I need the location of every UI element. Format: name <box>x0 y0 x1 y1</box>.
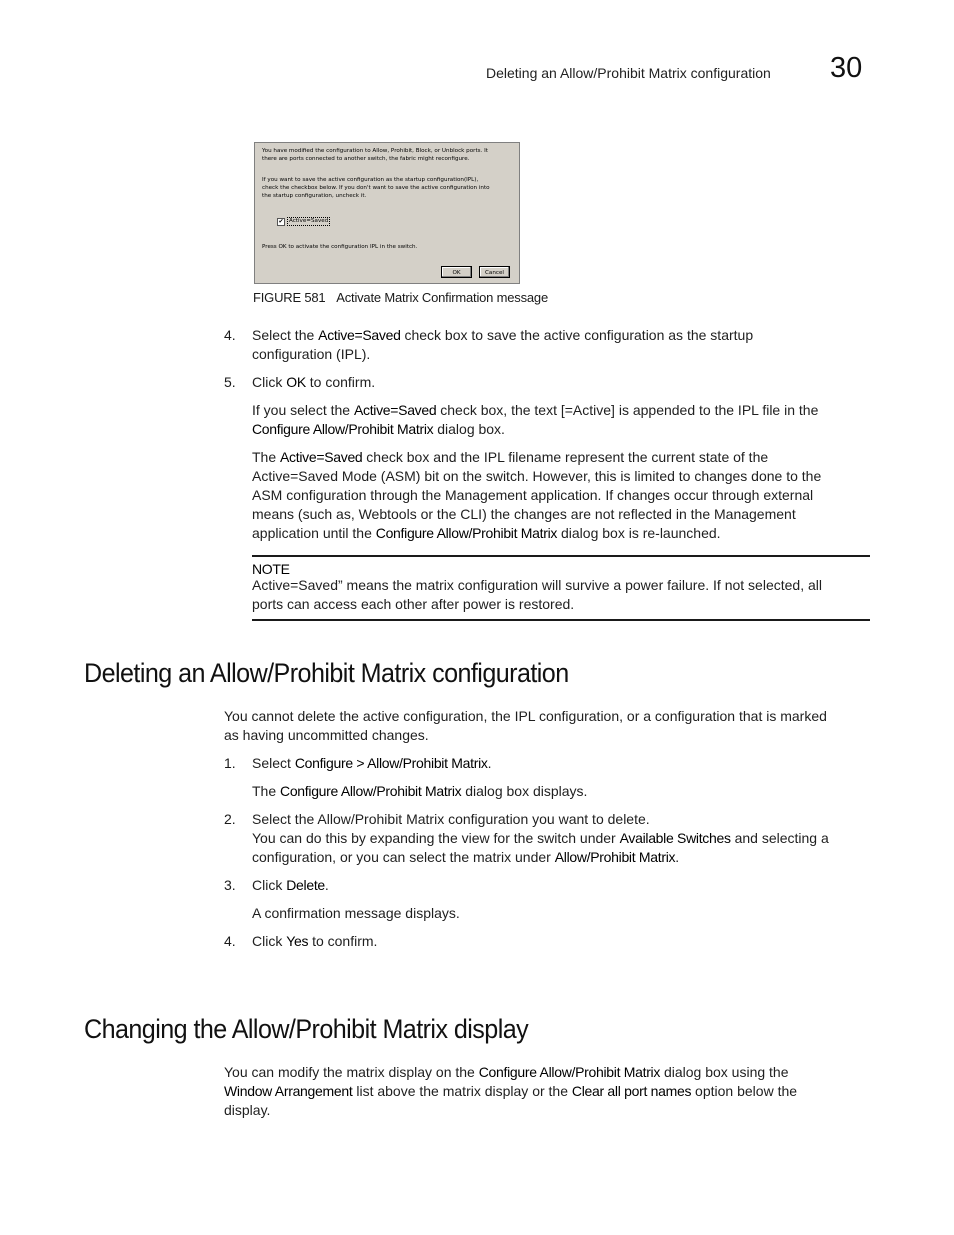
cancel-button[interactable]: Cancel <box>479 266 510 278</box>
figure-label: FIGURE 581 <box>253 290 326 305</box>
dialog-text-line: the startup configuration, uncheck it. <box>262 193 367 199</box>
note-text: Active=Saved” means the matrix configuration will survive a power failure. If not selected, all ports can access each other after power is restored. <box>252 577 822 612</box>
step-text: Select Configure > Allow/Prohibit Matrix. <box>252 755 492 771</box>
step-text: Click OK to confirm. <box>252 374 376 390</box>
step-number: 1. <box>224 755 236 771</box>
step-text: Select the Active=Saved check box to save the active configuration as the startup configuration (IPL). <box>252 327 754 362</box>
paragraph: The Active=Saved check box and the IPL filename represent the current state of the Active=Saved Mode (ASM) bit on the switch. However, this is limited to changes done to the ASM configuration through the Management application. If changes occur through external means (such as, Webtools or the CLI) the changes are not reflected in the Management application until the Configure Allow/Prohibit Matrix dialog box is re-launched. <box>252 449 822 541</box>
paragraph: If you select the Active=Saved check box, the text [=Active] is appended to the IPL file in the Configure Allow/Prohibit Matrix dialog box. <box>252 402 819 437</box>
step-number: 3. <box>224 877 236 893</box>
section-paragraph: You can modify the matrix display on the Configure Allow/Prohibit Matrix dialog box using the Window Arrangement list above the matrix display or the Clear all port names option below the display. <box>224 1064 798 1118</box>
dialog-text-line: If you want to save the active configuration as the startup configuration(IPL), <box>262 177 479 183</box>
ok-button[interactable]: OK <box>441 266 472 278</box>
section-intro: You cannot delete the active configuration, the IPL configuration, or a configuration that is marked as having uncommitted changes. <box>224 708 827 743</box>
dialog-text-line: check the checkbox below. If you don't want to save the active configuration into <box>262 185 490 191</box>
step-text: Select the Allow/Prohibit Matrix configuration you want to delete. You can do this by expanding the view for the switch under Available Switches and selecting a configuration, or you can select the matrix under Allow/Prohibit Matrix. <box>252 811 829 865</box>
step-text: Click Delete. <box>252 877 329 893</box>
figure-caption-text: Activate Matrix Confirmation message <box>336 290 548 305</box>
section-heading: Deleting an Allow/Prohibit Matrix configuration <box>84 658 569 688</box>
confirmation-dialog-screenshot <box>254 142 520 284</box>
step-number: 2. <box>224 811 236 827</box>
note-top-rule <box>252 555 870 557</box>
dialog-text-line: there are ports connected to another switch, the fabric might reconfigure. <box>262 156 470 162</box>
running-header-title: Deleting an Allow/Prohibit Matrix configuration <box>486 65 771 81</box>
chapter-number: 30 <box>830 52 863 84</box>
step-number: 4. <box>224 327 236 343</box>
step-result: A confirmation message displays. <box>252 905 460 921</box>
step-number: 4. <box>224 933 236 949</box>
active-saved-checkbox-label: Active=Saved <box>287 217 330 226</box>
section-heading: Changing the Allow/Prohibit Matrix display <box>84 1014 529 1044</box>
step-text: Click Yes to confirm. <box>252 933 378 949</box>
dialog-press-ok-text: Press OK to activate the configuration IPL in the switch. <box>262 244 418 250</box>
active-saved-checkbox[interactable]: ✔ <box>278 218 284 225</box>
dialog-text-line: You have modified the configuration to Allow, Prohibit, Block, or Unblock ports. It <box>262 148 488 154</box>
figure-caption <box>253 290 548 305</box>
step-result: The Configure Allow/Prohibit Matrix dialog box displays. <box>252 783 588 799</box>
note-title: NOTE <box>252 561 290 577</box>
note-bottom-rule <box>252 619 870 621</box>
step-number: 5. <box>224 374 236 390</box>
